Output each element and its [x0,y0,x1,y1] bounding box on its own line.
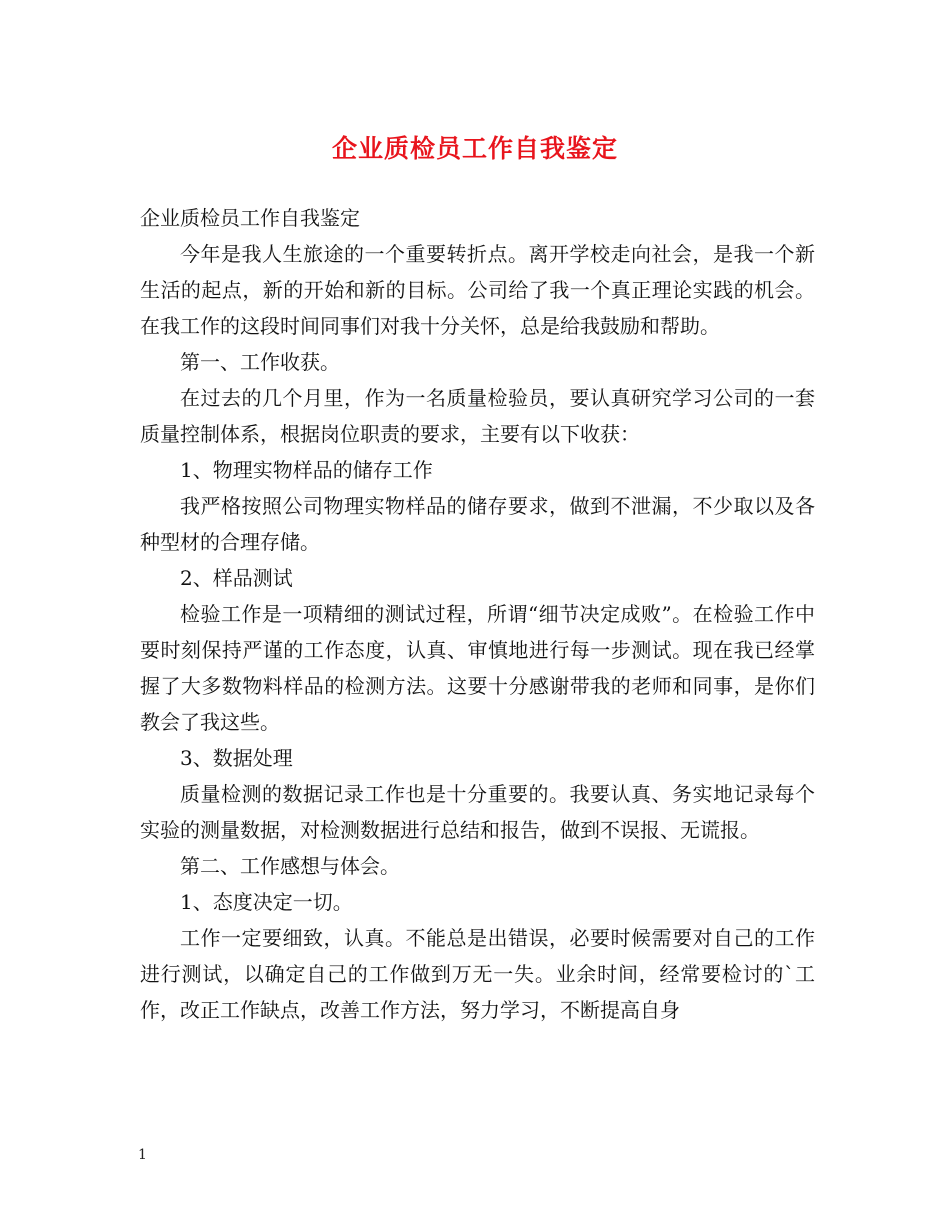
section-heading: 第一、工作收获。 [180,350,340,374]
document-title: 企业质检员工作自我鉴定 [331,134,618,163]
subsection-heading: 2、样品测试 [180,566,293,590]
subsection-heading: 3、数据处理 [180,746,293,770]
paragraph: 检验工作是一项精细的测试过程，所谓“细节决定成败”。在检验工作中要时刻保持严谨的工作态度，认真、审慎地进行每一步测试。现在我已经掌握了大多数物料样品的检测方法。这要十分感谢带我的老师和同事，是你们教会了我这些。 [140,602,815,734]
document-body [140,200,815,1028]
paragraph: 在过去的几个月里，作为一名质量检验员，要认真研究学习公司的一套质量控制体系，根据岗位职责的要求，主要有以下收获： [140,386,815,446]
subsection-heading: 1、物理实物样品的储存工作 [180,458,433,482]
section-heading: 第二、工作感想与体会。 [180,854,400,878]
paragraph: 质量检测的数据记录工作也是十分重要的。我要认真、务实地记录每个实验的测量数据，对检测数据进行总结和报告，做到不误报、无谎报。 [140,782,815,842]
paragraph: 今年是我人生旅途的一个重要转折点。离开学校走向社会，是我一个新生活的起点，新的开始和新的目标。公司给了我一个真正理论实践的机会。在我工作的这段时间同事们对我十分关怀，总是给我鼓励和帮助。 [140,242,815,338]
subsection-heading: 1、态度决定一切。 [180,890,353,914]
paragraph: 我严格按照公司物理实物样品的储存要求，做到不泄漏，不少取以及各种型材的合理存储。 [140,494,815,554]
paragraph: 企业质检员工作自我鉴定 [140,206,360,230]
page-number: 1 [138,1147,147,1163]
paragraph: 工作一定要细致，认真。不能总是出错误，必要时候需要对自己的工作进行测试，以确定自己的工作做到万无一失。业余时间，经常要检讨的`工作，改正工作缺点，改善工作方法，努力学习，不断提高自身 [140,926,815,1022]
